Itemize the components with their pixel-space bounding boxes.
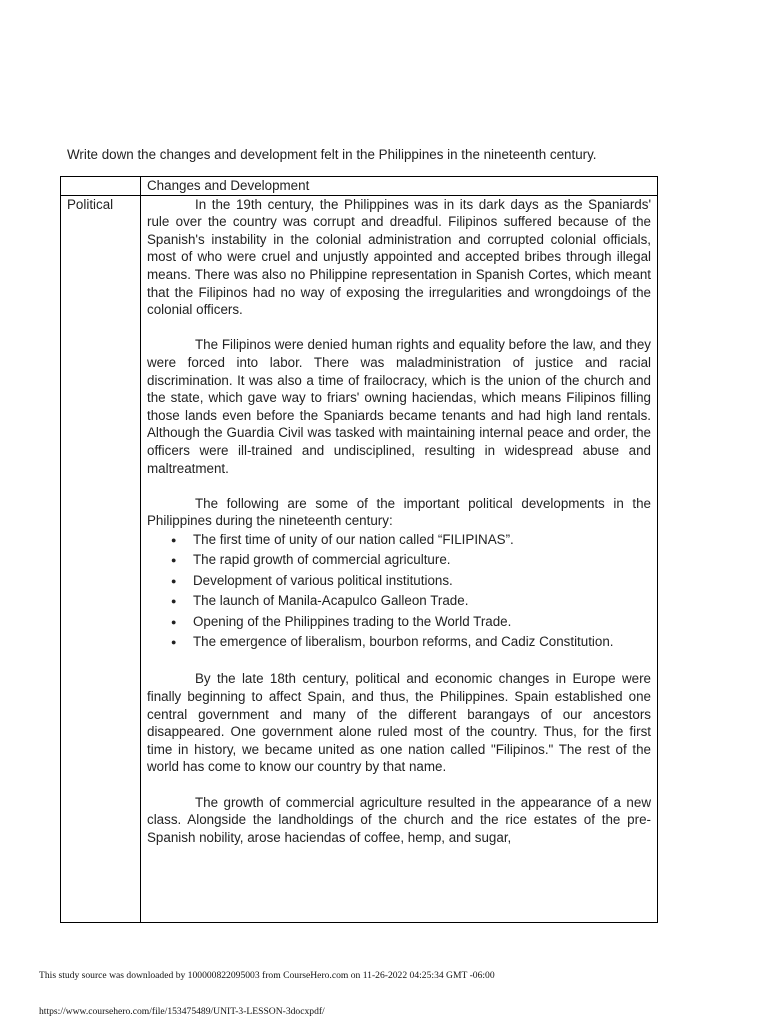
header-changes-cell: Changes and Development: [141, 177, 658, 196]
paragraph: In the 19th century, the Philippines was in its dark days as the Spaniards' rule over the country was corrupt and dreadful. Filipinos suffered because of the Spanish's instability in the colonial administration and corrupted colonial officials, most of who were cruel and unjustly appointed and accepted bribes through illegal means. There was also no Philippine representation in Spanish Cortes, which meant that the Filipinos had no way of exposing the irregularities and wrongdoings of the colonial officers.: [147, 196, 651, 318]
bullet-icon: ●: [171, 616, 177, 627]
table-header-row: [61, 177, 658, 196]
bullet-icon: ●: [171, 637, 177, 648]
list-item: ● The emergence of liberalism, bourbon reforms, and Cadiz Constitution.: [147, 632, 651, 653]
bullet-icon: ●: [171, 596, 177, 607]
paragraph: The growth of commercial agriculture resulted in the appearance of a new class. Alongside the landholdings of the church and the rice estates of the pre-Spanish nobility, arose haciendas of coffee, hemp, and sugar,: [147, 794, 651, 845]
table-row: [61, 195, 658, 922]
download-source-note: This study source was downloaded by 100000822095003 from CourseHero.com on 11-26-2022 04:25:34 GMT -06:00: [39, 970, 495, 981]
source-url[interactable]: https://www.coursehero.com/file/153475489/UNIT-3-LESSON-3docxpdf/: [39, 1006, 325, 1017]
list-item: ● Opening of the Philippines trading to the World Trade.: [147, 612, 651, 633]
list-item: ● The launch of Manila-Acapulco Galleon Trade.: [147, 591, 651, 612]
bullet-icon: ●: [171, 555, 177, 566]
assignment-prompt: Write down the changes and development felt in the Philippines in the nineteenth century.: [67, 147, 597, 162]
paragraph: The Filipinos were denied human rights and equality before the law, and they were forced into labor. There was maladministration of justice and racial discrimination. It was also a time of frailocracy, which is the union of the church and the state, which gave way to friars' owning haciendas, which means Filipinos filling those lands even before the Spaniards became tenants and had high land rentals. Although the Guardia Civil was tasked with maintaining internal peace and order, the officers were ill-trained and undisciplined, resulting in widespread abuse and maltreatment.: [147, 337, 651, 476]
list-item: ● The rapid growth of commercial agriculture.: [147, 550, 651, 571]
changes-table: [60, 176, 658, 923]
paragraph: The following are some of the important political developments in the Philippines during the nineteenth century:: [147, 495, 651, 529]
bullet-icon: ●: [171, 575, 177, 586]
bullet-icon: ●: [171, 534, 177, 545]
header-empty-cell: [61, 177, 141, 196]
paragraph: By the late 18th century, political and economic changes in Europe were finally beginning to affect Spain, and thus, the Philippines. Spain established one central government and many of the different barangays of our ancestors disappeared. One government alone ruled most of the country. Thus, for the first time in history, we became united as one nation called "Filipinos." The rest of the world has come to know our country by that name.: [147, 671, 651, 775]
list-item: ● The first time of unity of our nation called “FILIPINAS”.: [147, 530, 651, 551]
developments-list: [147, 530, 651, 653]
political-content-cell: [141, 195, 658, 922]
list-item: ● Development of various political institutions.: [147, 571, 651, 592]
row-label-political: Political: [61, 195, 141, 922]
